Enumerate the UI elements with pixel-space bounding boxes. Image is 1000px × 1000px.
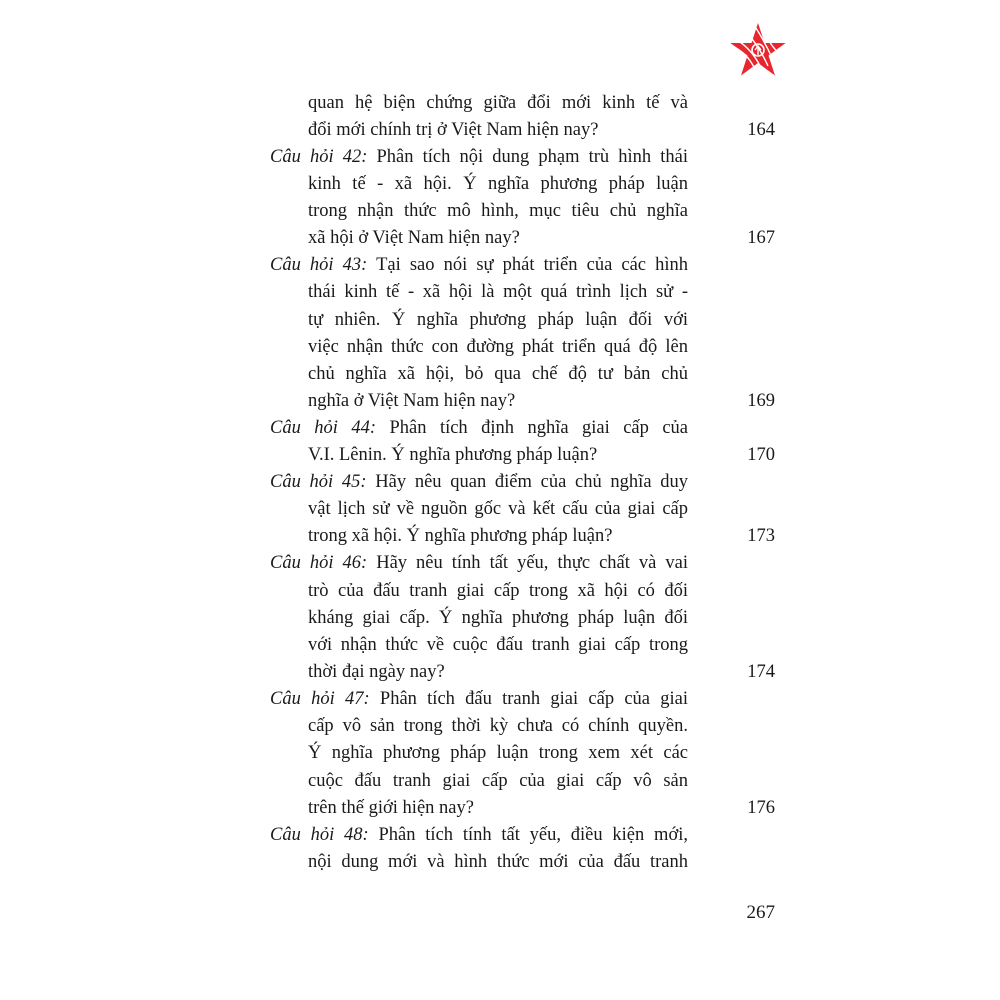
toc-text: chủ nghĩa xã hội, bỏ qua chế độ tư bản chủ [308,364,688,384]
toc-line [308,712,688,740]
toc-page-number: 164 [747,120,775,140]
toc-text: trò của đấu tranh giai cấp trong xã hội có đối [308,581,688,601]
question-label: Câu hỏi 45: [270,472,367,492]
toc-text: kháng giai cấp. Ý nghĩa phương pháp luận đối [308,608,688,628]
toc-line [308,116,688,144]
toc-page-number: 174 [747,662,775,682]
toc-entry-heading [270,414,688,442]
toc-text: quan hệ biện chứng giữa đổi mới kinh tế và [308,93,688,113]
toc-text: cuộc đấu tranh giai cấp của giai cấp vô sản [308,771,688,791]
toc-text: tự nhiên. Ý nghĩa phương pháp luận đối với [308,310,688,330]
toc-page-number: 176 [747,798,775,818]
toc-text: V.I. Lênin. Ý nghĩa phương pháp luận? [308,445,598,465]
toc-text: trong nhận thức mô hình, mục tiêu chủ nghĩa [308,201,688,221]
toc-text: Hãy nêu quan điểm của chủ nghĩa duy [366,472,688,492]
toc-entry-heading [270,685,688,713]
question-label: Câu hỏi 47: [270,689,370,709]
toc-line [308,848,688,876]
toc-line [308,306,688,334]
toc-text: vật lịch sử về nguồn gốc và kết cấu của giai cấp [308,499,688,519]
toc-line [308,224,688,252]
question-label: Câu hỏi 43: [270,255,368,275]
question-label: Câu hỏi 44: [270,418,377,438]
toc-page-number: 169 [747,391,775,411]
toc-text: đổi mới chính trị ở Việt Nam hiện nay? [308,120,599,140]
toc-line [308,495,688,523]
toc-text: trong xã hội. Ý nghĩa phương pháp luận? [308,526,613,546]
toc-text: Phân tích tính tất yếu, điều kiện mới, [368,825,688,845]
toc-line [308,89,688,117]
toc-text: xã hội ở Việt Nam hiện nay? [308,228,520,248]
toc-text: việc nhận thức con đường phát triển quá độ lên [308,337,688,357]
toc-text: Ý nghĩa phương pháp luận trong xem xét các [308,743,688,763]
toc-line [308,739,688,767]
toc-text: cấp vô sản trong thời kỳ chưa có chính quyền. [308,716,688,736]
toc-text: Phân tích nội dung phạm trù hình thái [367,147,689,167]
toc-entry-heading [270,143,688,171]
toc-text: Tại sao nói sự phát triển của các hình [367,255,689,275]
toc-page-number: 173 [747,526,775,546]
toc-line [308,278,688,306]
toc-page-number: 170 [747,445,775,465]
toc-text: thái kinh tế - xã hội là một quá trình lịch sử - [308,282,688,302]
toc-line [308,577,688,605]
question-label: Câu hỏi 46: [270,553,368,573]
page-number: 267 [746,902,775,923]
question-label: Câu hỏi 48: [270,825,369,845]
toc-text: Phân tích định nghĩa giai cấp của [376,418,688,438]
toc-line [308,767,688,795]
toc-line [308,441,688,469]
toc-text: kinh tế - xã hội. Ý nghĩa phương pháp luận [308,174,688,194]
toc-text: nghĩa ở Việt Nam hiện nay? [308,391,516,411]
toc-text: thời đại ngày nay? [308,662,445,682]
toc-entry-heading [270,821,688,849]
toc-line [308,170,688,198]
toc-line [308,631,688,659]
toc-text: Hãy nêu tính tất yếu, thực chất và vai [367,553,688,573]
toc-line [308,360,688,388]
toc-text: nội dung mới và hình thức mới của đấu tranh [308,852,688,872]
toc-line [308,604,688,632]
question-label: Câu hỏi 42: [270,147,368,167]
toc-line [308,522,688,550]
toc-entry-heading [270,549,688,577]
toc-line [308,658,688,686]
toc-line [308,333,688,361]
toc-page-number: 167 [747,228,775,248]
toc-entry-heading [270,251,688,279]
toc-text: Phân tích đấu tranh giai cấp của giai [369,689,688,709]
toc-entry-heading [270,468,688,496]
toc-line [308,794,688,822]
toc-text: với nhận thức về cuộc đấu tranh giai cấp trong [308,635,688,655]
toc-line [308,387,688,415]
toc-text: trên thế giới hiện nay? [308,798,474,818]
toc-line [308,197,688,225]
